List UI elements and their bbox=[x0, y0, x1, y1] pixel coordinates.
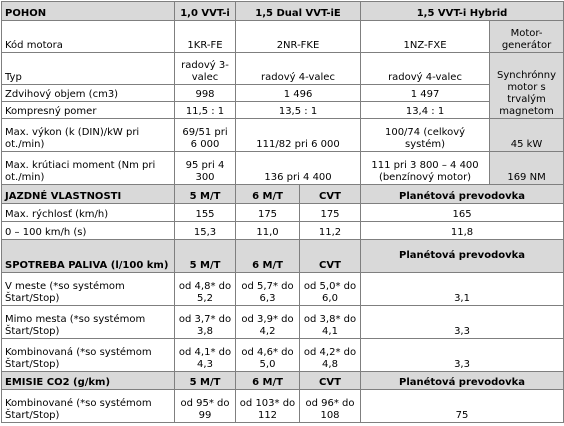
col-header: 5 M/T bbox=[175, 372, 236, 390]
cell-value: od 95* do 99 bbox=[175, 390, 236, 423]
cell-value: od 4,6* do 5,0 bbox=[236, 339, 300, 372]
emisie-section-title: EMISIE CO2 (g/km) bbox=[2, 372, 175, 390]
cell-value: 998 bbox=[175, 85, 236, 102]
cell-value: 11,5 : 1 bbox=[175, 102, 236, 119]
cell-value: radový 4-valec bbox=[236, 53, 361, 85]
motor-torque-cell: 169 NM bbox=[490, 152, 564, 185]
cell-value: 1 497 bbox=[361, 85, 490, 102]
cell-value: od 5,7* do 6,3 bbox=[236, 273, 300, 306]
cell-value: 1NZ-FXE bbox=[361, 21, 490, 53]
cell-value: 136 pri 4 400 bbox=[236, 152, 361, 185]
cell-value: 111/82 pri 6 000 bbox=[236, 119, 361, 152]
col-header: CVT bbox=[300, 372, 361, 390]
table-row bbox=[2, 53, 564, 85]
spotreba-header-row bbox=[2, 240, 564, 273]
cell-value: od 4,8* do 5,2 bbox=[175, 273, 236, 306]
col-header: 6 M/T bbox=[236, 185, 300, 204]
engine-3-header: 1,5 VVT-i Hybrid bbox=[361, 2, 564, 21]
jazdne-section-title: JAZDNÉ VLASTNOSTI bbox=[2, 185, 175, 204]
cell-value: 2NR-FKE bbox=[236, 21, 361, 53]
cell-value: 15,3 bbox=[175, 222, 236, 240]
table-row bbox=[2, 273, 564, 306]
cell-value: 175 bbox=[300, 204, 361, 222]
cell-value: 11,8 bbox=[361, 222, 564, 240]
cell-value: 13,4 : 1 bbox=[361, 102, 490, 119]
pohon-section-title: POHON bbox=[2, 2, 175, 21]
cell-value: 165 bbox=[361, 204, 564, 222]
cell-value: 100/74 (celkový systém) bbox=[361, 119, 490, 152]
col-header: 6 M/T bbox=[236, 372, 300, 390]
row-label: Typ bbox=[2, 53, 175, 85]
row-label: V meste (*so systémom Štart/Stop) bbox=[2, 273, 175, 306]
col-header: CVT bbox=[300, 185, 361, 204]
table-row bbox=[2, 85, 564, 102]
row-label: Mimo mesta (*so systémom Štart/Stop) bbox=[2, 306, 175, 339]
table-row bbox=[2, 21, 564, 53]
cell-value: 1 496 bbox=[236, 85, 361, 102]
row-label: Zdvihový objem (cm3) bbox=[2, 85, 175, 102]
cell-value: od 3,8* do 4,1 bbox=[300, 306, 361, 339]
cell-value: 175 bbox=[236, 204, 300, 222]
cell-value: od 3,9* do 4,2 bbox=[236, 306, 300, 339]
col-header: CVT bbox=[300, 240, 361, 273]
row-label: Max. výkon (k (DIN)/kW pri ot./min) bbox=[2, 119, 175, 152]
cell-value: 1KR-FE bbox=[175, 21, 236, 53]
cell-value: od 103* do 112 bbox=[236, 390, 300, 423]
col-header: Planétová prevodovka bbox=[361, 185, 564, 204]
jazdne-header-row bbox=[2, 185, 564, 204]
row-label: Kód motora bbox=[2, 21, 175, 53]
cell-value: 3,3 bbox=[361, 306, 564, 339]
cell-value: od 5,0* do 6,0 bbox=[300, 273, 361, 306]
emisie-header-row bbox=[2, 372, 564, 390]
row-label: Kombinovaná (*so systémom Štart/Stop) bbox=[2, 339, 175, 372]
row-label: Max. krútiaci moment (Nm pri ot./min) bbox=[2, 152, 175, 185]
cell-value: od 4,1* do 4,3 bbox=[175, 339, 236, 372]
cell-value: 111 pri 3 800 – 4 400 (benzínový motor) bbox=[361, 152, 490, 185]
col-header: 5 M/T bbox=[175, 240, 236, 273]
cell-value: 155 bbox=[175, 204, 236, 222]
table-row bbox=[2, 102, 564, 119]
col-header: 5 M/T bbox=[175, 185, 236, 204]
cell-value: 13,5 : 1 bbox=[236, 102, 361, 119]
cell-value: od 3,7* do 3,8 bbox=[175, 306, 236, 339]
pohon-header-row bbox=[2, 2, 564, 21]
cell-value: 11,0 bbox=[236, 222, 300, 240]
col-header: Planétová prevodovka bbox=[361, 372, 564, 390]
cell-value: radový 3-valec bbox=[175, 53, 236, 85]
motor-type-cell: Synchrónny motor s trvalým magnetom bbox=[490, 53, 564, 119]
cell-value: 95 pri 4 300 bbox=[175, 152, 236, 185]
cell-value: 3,3 bbox=[361, 339, 564, 372]
cell-value: od 96* do 108 bbox=[300, 390, 361, 423]
table-row bbox=[2, 204, 564, 222]
spec-table bbox=[1, 1, 564, 423]
engine-2-header: 1,5 Dual VVT-iE bbox=[236, 2, 361, 21]
motor-generator-header: Motor-generátor bbox=[490, 21, 564, 53]
engine-1-header: 1,0 VVT-i bbox=[175, 2, 236, 21]
table-row bbox=[2, 390, 564, 423]
row-label: Max. rýchlosť (km/h) bbox=[2, 204, 175, 222]
table-row bbox=[2, 306, 564, 339]
col-header: 6 M/T bbox=[236, 240, 300, 273]
cell-value: 11,2 bbox=[300, 222, 361, 240]
table-row bbox=[2, 152, 564, 185]
cell-value: radový 4-valec bbox=[361, 53, 490, 85]
cell-value: od 4,2* do 4,8 bbox=[300, 339, 361, 372]
row-label: Kompresný pomer bbox=[2, 102, 175, 119]
cell-value: 75 bbox=[361, 390, 564, 423]
row-label: Kombinované (*so systémom Štart/Stop) bbox=[2, 390, 175, 423]
spotreba-section-title: SPOTREBA PALIVA (l/100 km) bbox=[2, 240, 175, 273]
col-header: Planétová prevodovka bbox=[361, 240, 564, 273]
cell-value: 3,1 bbox=[361, 273, 564, 306]
table-row bbox=[2, 119, 564, 152]
cell-value: 69/51 pri 6 000 bbox=[175, 119, 236, 152]
row-label: 0 – 100 km/h (s) bbox=[2, 222, 175, 240]
motor-power-cell: 45 kW bbox=[490, 119, 564, 152]
table-row bbox=[2, 222, 564, 240]
table-row bbox=[2, 339, 564, 372]
